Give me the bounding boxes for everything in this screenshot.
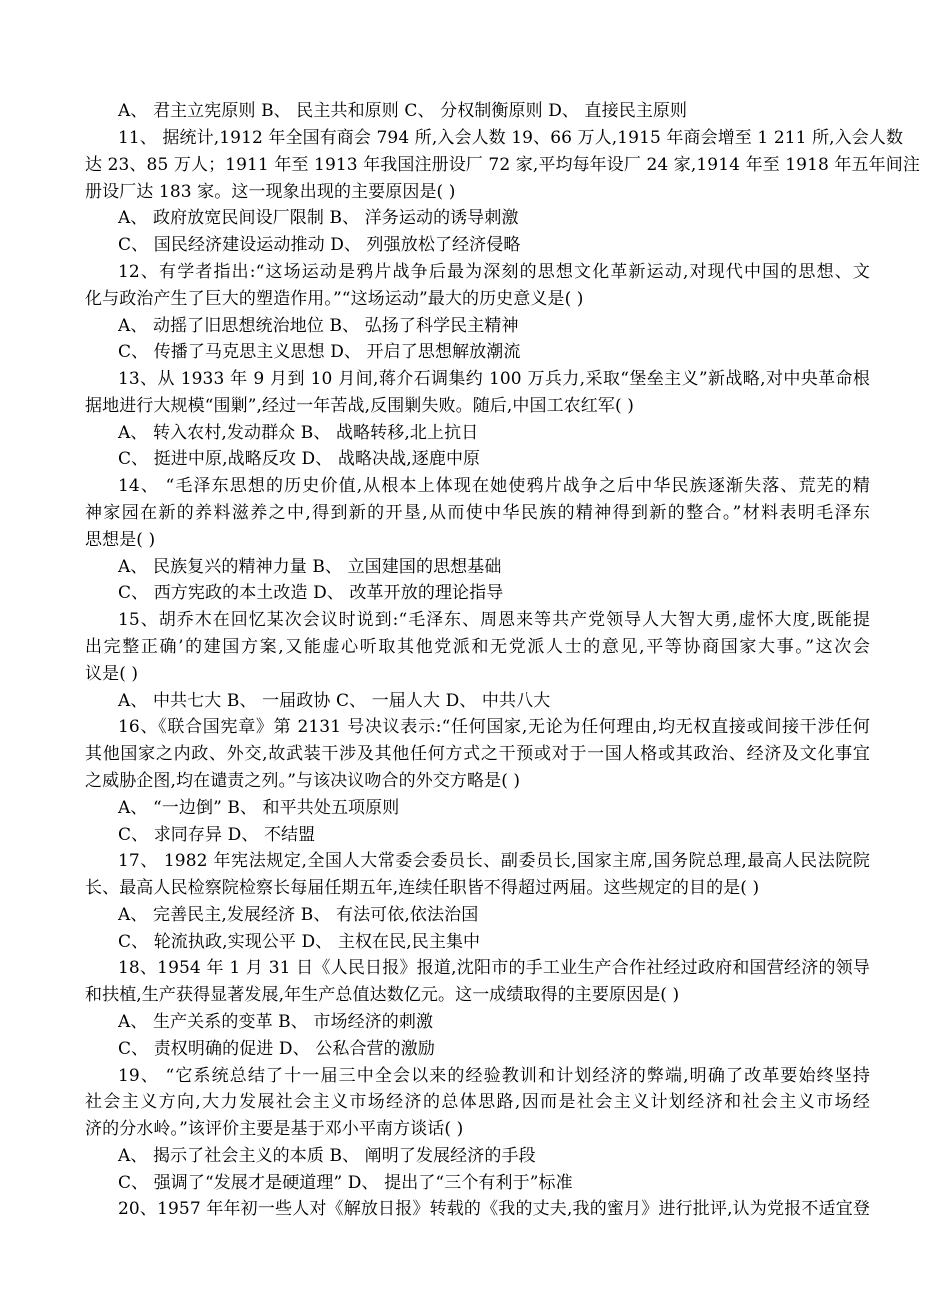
- text-line: A、 中共七大 B、 一届政协 C、 一届人大 D、 中共八大: [118, 691, 551, 711]
- text-line: 思想是( ): [85, 530, 156, 550]
- text-line: C、 挺进中原,战略反攻 D、 战略决战,逐鹿中原: [118, 449, 481, 469]
- text-line: 18、1954 年 1 月 31 日《人民日报》报道,沈阳市的手工业生产合作社经过政府和国营经济的领导: [118, 958, 870, 978]
- text-line: 15、胡乔木在回忆某次会议时说到:“毛泽东、周恩来等共产党领导人大智大勇,虚怀大度,既能提: [118, 610, 870, 630]
- text-line: 社会主义方向,大力发展社会主义市场经济的总体思路,因而是社会主义计划经济和社会主义市场经: [85, 1092, 870, 1112]
- text-line: 12、有学者指出:“这场运动是鸦片战争后最为深刻的思想文化革新运动,对现代中国的思想、文: [118, 262, 870, 282]
- text-line: 议是( ): [85, 664, 139, 684]
- text-line: 20、1957 年年初一些人对《解放日报》转载的《我的丈夫,我的蜜月》进行批评,认为党报不适宜登: [118, 1199, 870, 1219]
- text-line: 济的分水岭。”该评价主要是基于邓小平南方谈话( ): [85, 1119, 464, 1139]
- text-line: 册设厂达 183 家。这一现象出现的主要原因是( ): [85, 182, 456, 202]
- text-line: C、 西方宪政的本土改造 D、 改革开放的理论指导: [118, 583, 504, 603]
- text-line: A、 政府放宽民间设厂限制 B、 洋务运动的诱导刺激: [118, 208, 519, 228]
- text-line: 13、从 1933 年 9 月到 10 月间,蒋介石调集约 100 万兵力,采取“堡垒主义”新战略,对中央革命根: [118, 369, 870, 389]
- text-line: C、 求同存异 D、 不结盟: [118, 825, 316, 845]
- text-line: A、 揭示了社会主义的本质 B、 阐明了发展经济的手段: [118, 1146, 536, 1166]
- text-line: A、 “一边倒” B、 和平共处五项原则: [118, 798, 400, 818]
- text-line: C、 责权明确的促进 D、 公私合营的激励: [118, 1039, 435, 1059]
- text-line: C、 国民经济建设运动推动 D、 列强放松了经济侵略: [118, 235, 521, 255]
- text-line: C、 传播了马克思主义思想 D、 开启了思想解放潮流: [118, 342, 521, 362]
- text-line: 17、 1982 年宪法规定,全国人大常委会委员长、副委员长,国家主席,国务院总理,最高人民法院院: [118, 851, 870, 871]
- text-line: C、 轮流执政,实现公平 D、 主权在民,民主集中: [118, 932, 481, 952]
- text-line: A、 完善民主,发展经济 B、 有法可依,依法治国: [118, 905, 479, 925]
- text-line: 其他国家之内政、外交,故武装干涉及其他任何方式之干预或对于一国人格或其政治、经济及文化事宜: [85, 744, 870, 764]
- text-line: 神家园在新的养料滋养之中,得到新的开垦,从而使中华民族的精神得到新的整合。”材料表明毛泽东: [85, 503, 870, 523]
- text-line: A、 民族复兴的精神力量 B、 立国建国的思想基础: [118, 557, 502, 577]
- text-line: 据地进行大规模“围剿”,经过一年苦战,反围剿失败。随后,中国工农红军( ): [85, 396, 634, 416]
- text-line: A、 转入农村,发动群众 B、 战略转移,北上抗日: [118, 423, 479, 443]
- text-line: 11、 据统计,1912 年全国有商会 794 所,入会人数 19、66 万人,1915 年商会增至 1 211 所,入会人数: [118, 128, 904, 148]
- text-line: 达 23、85 万人；1911 年至 1913 年我国注册设厂 72 家,平均每年设厂 24 家,1914 年至 1918 年五年间注: [85, 155, 920, 175]
- text-line: 之威胁企图,均在谴责之列。”与该决议吻合的外交方略是( ): [85, 771, 521, 791]
- text-line: A、 生产关系的变革 B、 市场经济的刺激: [118, 1012, 434, 1032]
- text-line: 出完整正确’的建国方案,又能虚心听取其他党派和无党派人士的意见,平等协商国家大事。”这次会: [85, 637, 870, 657]
- text-line: C、 强调了“发展才是硬道理” D、 提出了“三个有利于”标准: [118, 1173, 573, 1193]
- text-line: 16、《联合国宪章》第 2131 号决议表示:“任何国家,无论为任何理由,均无权直接或间接干涉任何: [118, 717, 870, 737]
- text-line: 14、 “毛泽东思想的历史价值,从根本上体现在她使鸦片战争之后中华民族逐渐失落、荒芜的精: [118, 476, 870, 496]
- text-line: 和扶植,生产获得显著发展,年生产总值达数亿元。这一成绩取得的主要原因是( ): [85, 985, 680, 1005]
- text-line: 化与政治产生了巨大的塑造作用。”“这场运动”最大的历史意义是( ): [85, 289, 584, 309]
- text-line: 长、最高人民检察院检察长每届任期五年,连续任职皆不得超过两届。这些规定的目的是( ): [85, 878, 760, 898]
- text-line: 19、 “它系统总结了十一届三中全会以来的经验教训和计划经济的弊端,明确了改革要始终坚持: [118, 1066, 870, 1086]
- text-line: A、 动摇了旧思想统治地位 B、 弘扬了科学民主精神: [118, 316, 519, 336]
- text-line: A、 君主立宪原则 B、 民主共和原则 C、 分权制衡原则 D、 直接民主原则: [118, 101, 688, 121]
